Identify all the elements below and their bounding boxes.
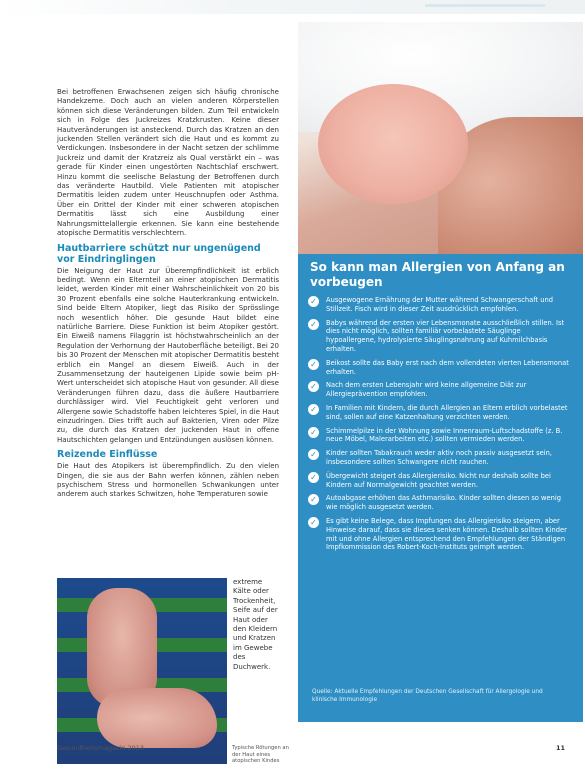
article-paragraph-2: Die Neigung der Haut zur Überempfindlichkeit ist erblich bedingt. Wenn ein Elternteil an einer atopischen Dermatitis leidet, werden Kinder mit einer Wahrscheinlichkeit von 20 bis 30 Prozent ebenfalls eine solche Hauterkrankung entwickeln. Sind beide Eltern Atopiker, liegt das Risiko der Sprösslinge noch wesentlich höher. Die gesunde Haut bildet eine natürliche Barriere. Diese Funktion ist beim Atopiker gestört. Ein Eiweiß namens Filaggrin ist höchstwahrscheinlich an der Regulation der Verhornung der Hautoberfläche beteiligt. Bei 20 bis 30 Prozent der Menschen mit atopischer Dermatitis besteht erblich ein Mangel an diesem Eiweiß. Auch in der Zusammensetzung der hauteigenen Lipide sowie beim pH-Wert unterscheidet sich atopische Haut von gesunder. All diese Veränderungen führen dazu, dass die äußere Hautbarriere durchlässiger wird. Viel Feuchtigkeit geht verloren und Allergene sowie Schadstoffe haben leichteres Spiel, in die Haut einzudringen. Dies trifft auch auf Bakterien, Viren oder Pilze zu, die durch das Kratzen der juckenden Haut in offene Hautschichten gelangen und Entzündungen auslösen können. — [57, 266, 279, 444]
footer-publication: Gesundheitsmagazin 2013 — [57, 744, 145, 752]
check-icon: ✓ — [308, 359, 319, 370]
photo-baby-face — [318, 84, 468, 204]
check-icon: ✓ — [308, 319, 319, 330]
article-paragraph-3: Die Haut des Atopikers ist überempfindlich. Zu den vielen Dingen, die sie aus der Bahn werfen können, zählen neben psychischem Stress und hormonellen Schwankungen unter anderem auch starkes Schwitzen, hohe Temperaturen sowie — [57, 462, 279, 499]
list-item: ✓ Es gibt keine Belege, dass Impfungen das Allergierisiko steigern, aber Hinweise darauf, dass sie dieses senken können. Deshalb sollten Kinder mit und ohne Allergien entsprechend den Empfehlungen der Ständigen Impfkommission des Robert-Koch-Instituts geimpft werden. — [308, 517, 570, 552]
prevention-list — [308, 296, 570, 557]
allergy-prevention-box — [298, 254, 583, 722]
check-icon: ✓ — [308, 381, 319, 392]
list-item: ✓ Übergewicht steigert das Allergierisiko. Nicht nur deshalb sollte bei Kindern auf Normalgewicht geachtet werden. — [308, 472, 570, 490]
photo-caption: Typische Rötungen an der Haut eines atopischen Kindes — [232, 745, 289, 765]
top-decorative-bar — [0, 0, 585, 14]
check-icon: ✓ — [308, 296, 319, 307]
list-item: ✓ In Familien mit Kindern, die durch Allergien an Eltern erblich vorbelastet sind, sollen auf eine Katzenhaltung verzichten werden. — [308, 404, 570, 422]
check-icon: ✓ — [308, 517, 319, 528]
list-item: ✓ Beikost sollte das Baby erst nach dem vollendeten vierten Lebensmonat erhalten. — [308, 359, 570, 377]
list-item: ✓ Schimmelpilze in der Wohnung sowie Innenraum-Luftschadstoffe (z. B. neue Möbel, Malerarbeiten etc.) sollten vermieden werden. — [308, 427, 570, 445]
list-item: ✓ Ausgewogene Ernährung der Mutter während Schwangerschaft und Stillzeit. Fisch wird in dieser Zeit ausdrücklich empfohlen. — [308, 296, 570, 314]
article-column — [57, 88, 279, 500]
article-wrap-column — [233, 578, 281, 672]
check-icon: ✓ — [308, 472, 319, 483]
infobox-title: So kann man Allergien von Anfang an vorbeugen — [310, 260, 565, 289]
check-icon: ✓ — [308, 427, 319, 438]
check-icon: ✓ — [308, 494, 319, 505]
photo-breastfeeding-baby — [298, 22, 583, 263]
list-item: ✓ Nach dem ersten Lebensjahr wird keine allgemeine Diät zur Allergieprävention empfohlen. — [308, 381, 570, 399]
article-paragraph-3-continued: extreme Kälte oder Trockenheit, Seife auf der Haut oder den Kleidern und Kratzen im Gewebe des Duchwerk. — [233, 578, 278, 671]
list-item: ✓ Babys während der ersten vier Lebensmonate ausschließlich stillen. Ist dies nicht möglich, sollten familiär vorbelastete Säuglinge hypoallergene, hydrolysierte Säuglingsnahrung auf Kuhmilchbasis erhalten. — [308, 319, 570, 354]
check-icon: ✓ — [308, 404, 319, 415]
page-number: 11 — [556, 744, 566, 752]
check-icon: ✓ — [308, 449, 319, 460]
list-item: ✓ Kinder sollten Tabakrauch weder aktiv noch passiv ausgesetzt sein, insbesondere sollten Schwangere nicht rauchen. — [308, 449, 570, 467]
list-item: ✓ Autoabgase erhöhen das Asthmarisiko. Kinder sollten diesen so wenig wie möglich ausgesetzt werden. — [308, 494, 570, 512]
top-accent-line — [425, 4, 545, 7]
photo-foot — [97, 688, 217, 748]
subheading-reizende-einfluesse: Reizende Einflüsse — [57, 449, 158, 461]
subheading-hautbarriere: Hautbarriere schützt nur ungenügend vor Eindringlingen — [57, 242, 261, 265]
photo-child-foot-eczema — [57, 578, 227, 764]
article-paragraph-1: Bei betroffenen Erwachsenen zeigen sich häufig chronische Handekzeme. Doch auch an vielen anderen Körperstellen können sich diese Veränderungen bilden. Zum Teil entwickeln sich in Folge des Juckreizes Kratzkrusten. Keine dieser Hautveränderungen ist ansteckend. Durch das Kratzen an den juckenden Stellen verändert sich die Haut und es kommt zu Verdickungen. Insbesondere in der Nacht setzen der schlimme Juckreiz und damit der Kratzreiz als Qual verstärkt ein – was gerade für Kinder einen ungestörten Nachtschlaf erschwert. Hinzu kommt die seelische Belastung der Betroffenen durch das veränderte Hautbild. Viele Patienten mit atopischer Dermatitis leiden zudem unter Heuschnupfen oder Asthma. Über ein Drittel der Kinder mit einer schweren atopischen Dermatitis lässt sich eine Ausbildung einer Nahrungsmittelallergie erkennen. Sie kann eine bestehende atopische Dermatitis verschlechtern. — [57, 88, 279, 238]
infobox-source: Quelle: Aktuelle Empfehlungen der Deutschen Gesellschaft für Allergologie und klinische Immunologie — [312, 689, 543, 703]
